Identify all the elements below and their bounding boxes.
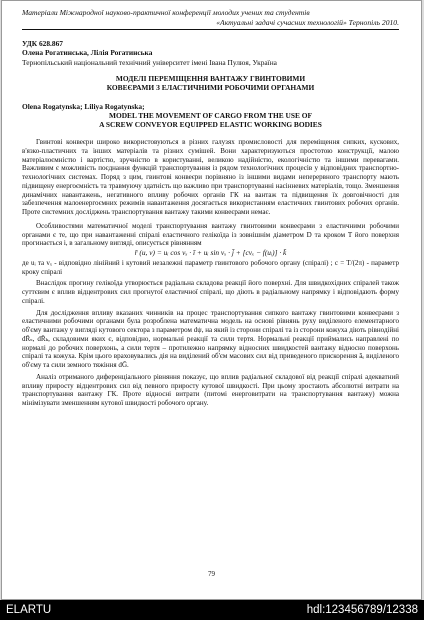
authors-ua: Олена Рогатинська, Лілія Рогатинська	[22, 48, 153, 57]
header-line-1: Матеріали Міжнародної науково-практичної конференції молодих учених та студентів	[22, 8, 310, 17]
udk-code: УДК 628.867	[22, 39, 63, 48]
analysis-paragraph: Аналіз отриманого диференціального рівняння показує, що вплив радіальної складової від реакції спіралі адекватний впливу приросту відцентрових сил від певного приросту кутової швидкості. При цьому зростають абсолютні витрати на транспортування вантажу ГК. Проте відносні витрати (питомі енерговитрати на транспортування вантажу) можна мінімізувати зменшенням кутової швидкості робочого органу.	[22, 372, 399, 407]
running-header	[22, 8, 399, 27]
body-text	[22, 138, 399, 408]
equation: r̄ (u, v) = uᵢ cos vₓ · ī + uᵢ sin vₓ · j̄ + [cvₓ − f(uᵢ)] · k̄	[134, 248, 287, 257]
title-en-line-1: MODEL THE MOVEMENT OF CARGO FROM THE USE OF	[109, 111, 312, 120]
radial-reaction-paragraph: Внаслідок прогину гелікоїда утворюється радіальна складова реакції його поверхні. Для швидкохідних спіралей також суттєвим є вплив відцентрових сил прогнутої еластичної спіралі, що діють в радіальному напрямку і відповідають форму спіралі.	[22, 279, 399, 305]
authors-en: Olena Rogatynska; Liliya Rogatynska;	[22, 102, 145, 111]
title-en	[22, 111, 399, 129]
header-line-2: «Актуальні задачі сучасних технологій» Тернопіль 2010.	[216, 17, 399, 27]
repository-name[interactable]: ELARTU	[6, 604, 52, 616]
title-ua-line-1: МОДЕЛІ ПЕРЕМІЩЕННЯ ВАНТАЖУ ГВИНТОВИМИ	[115, 74, 306, 83]
page-number: 79	[208, 570, 215, 578]
title-en-line-2: A SCREW CONVEYOR EQUIPPED ELASTIC WORKING BODIES	[99, 120, 322, 130]
title-ua	[22, 74, 399, 92]
header-rule	[22, 29, 399, 30]
footer-bar	[0, 600, 424, 620]
document-page	[1, 0, 422, 600]
title-ua-line-2: КОВЕЄРАМИ З ЕЛАСТИЧНИМИ РОБОЧИМИ ОРГАНАМИ	[106, 83, 315, 93]
affiliation: Тернопільський національний технічний університет імені Івана Пулюя, Україна	[22, 58, 277, 67]
method-paragraph: Для дослідження впливу вказаних чинників на процес транспортування сипкого вантажу гвинтовими конвеєрами з еластичними робочими органами була розроблена математична модель на основі рівнянь руху виділеного елементарного об'єму вантажу у вигляді кутового сектора з параметром dψ, на який із сторони спіралі та із сторони кожуха діють рівнодійні dR̄ₛ, dR̄ₖ, складовими яких є, відповідно, нормальні реакції та сили тертя. Нормальні реакції приймались направлені по нормалі до робочих поверхонь, а сили тертя – протилежно напрямку відносних швидкостей вантажу відносно поверхонь спіралі та кожуха. Крім цього враховувались дія на виділений об'єм масових сил від приведеного прискорення āₑ виділеного об'єму та сили земного тяжіння dḠ.	[22, 308, 399, 369]
handle-identifier[interactable]: hdl:123456789/12338	[306, 604, 418, 616]
model-paragraph: Особливостями математичної моделі транспортування вантажу гвинтовими конвеєрами з еластичними робочими органами є те, що при навантаженні спіралі еластичного гелікоїда із зовнішнім діаметром D та кроком T його поверхня прогинається і, в загальному вигляді, описується рівнянням	[22, 221, 399, 248]
equation-legend: де uᵢ та vₓ - відповідно лінійний і кутовий незалежні параметр гвинтового робочого органу (спіралі) ; c = T/(2π) - параметр кроку спіралі	[22, 258, 399, 276]
abstract-paragraph: Гвинтові конвеєри широко використовуються в різних галузях промисловості для переміщення сипких, кускових, в'язко-пластичних та інших матеріалів та різних сумішей. Вони характеризуються простотою конструкції, малою матеріалоємністю і вартістю, зручністю в користуванні, великою надійністю, екологічністю та іншими перевагами. Важливим є можливість поєднання функцій транспортування із рядом технологічних процесів у відповідних транспортно-технологічних системах. Поряд з цим, гвинтові конвеєри порівняно із іншими видами неперервного транспорту мають підвищену енергоємність та травмуючу здатність що важливо при транспортуванні насінневих матеріалів, тощо. Зменшення динамічних навантажень, негативного впливу робочих органів ГК на вантаж та підвищення їх довговічності для забезпечення малоенергоємних режимів навантаження досягається використанням еластичних гвинтових робочих органів. Проте системних досліджень транспортування вантажу такими конвеєрами немає.	[22, 138, 399, 216]
